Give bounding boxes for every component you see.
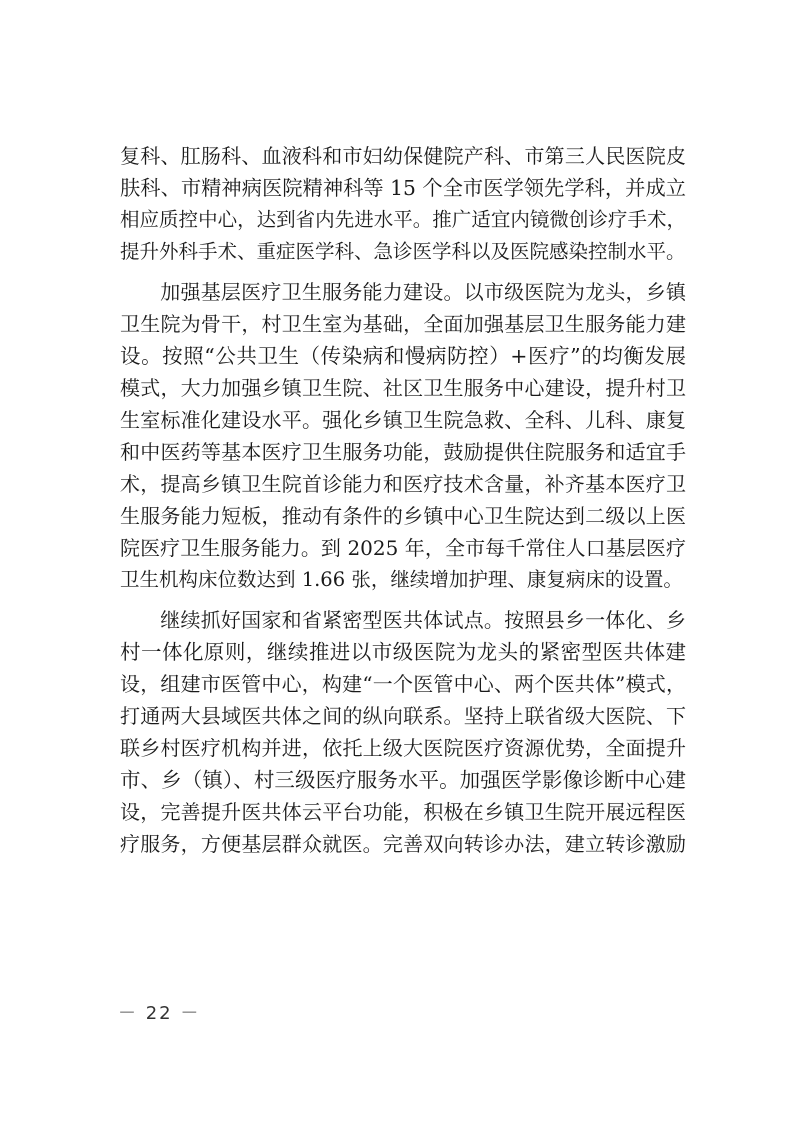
text-line: 模式，大力加强乡镇卫生院、社区卫生服务中心建设，提升村卫 [120,376,686,400]
page-number: － 22 － [118,1003,201,1024]
text-line: 村一体化原则，继续推进以市级医院为龙头的紧密型医共体建 [120,640,686,664]
text-line: 提升外科手术、重症医学科、急诊医学科以及医院感染控制水平。 [120,240,686,263]
text-line: 设，组建市医管中心，构建“一个医管中心、两个医共体”模式， [120,672,686,696]
text-line: 市、乡（镇）、村三级医疗服务水平。加强医学影像诊断中心建 [120,768,686,792]
text-line: 卫生机构床位数达到 1.66 张，继续增加护理、康复病床的设置。 [120,568,683,591]
body-text [120,140,686,860]
text-line: 院医疗卫生服务能力。到 2025 年，全市每千常住人口基层医疗 [120,536,686,560]
text-line: 设，完善提升医共体云平台功能，积极在乡镇卫生院开展远程医 [120,800,686,824]
text-line: 生室标准化建设水平。强化乡镇卫生院急救、全科、儿科、康复 [120,408,686,432]
text-line: 继续抓好国家和省紧密型医共体试点。按照县乡一体化、乡 [160,608,686,632]
paragraph-first-line [120,276,686,308]
paragraph-first-line [120,604,686,636]
text-line: 疗服务，方便基层群众就医。完善双向转诊办法，建立转诊激励 [120,832,686,856]
text-line: 术，提高乡镇卫生院首诊能力和医疗技术含量，补齐基本医疗卫 [120,472,686,496]
text-line: 加强基层医疗卫生服务能力建设。以市级医院为龙头，乡镇 [160,280,686,304]
text-line: 打通两大县域医共体之间的纵向联系。坚持上联省级大医院、下 [120,704,686,728]
text-line: 生服务能力短板，推动有条件的乡镇中心卫生院达到二级以上医 [120,504,686,528]
text-line: 联乡村医疗机构并进，依托上级大医院医疗资源优势，全面提升 [120,736,686,760]
text-line: 卫生院为骨干，村卫生室为基础，全面加强基层卫生服务能力建 [120,312,686,336]
text-line: 复科、肛肠科、血液科和市妇幼保健院产科、市第三人民医院皮 [120,144,686,168]
text-line: 相应质控中心，达到省内先进水平。推广适宜内镜微创诊疗手术， [120,208,686,231]
text-line: 设。按照“公共卫生（传染病和慢病防控）+医疗”的均衡发展 [120,344,686,368]
text-line: 肤科、市精神病医院精神科等 15 个全市医学领先学科，并成立 [120,176,686,200]
text-line: 和中医药等基本医疗卫生服务功能，鼓励提供住院服务和适宜手 [120,440,686,464]
